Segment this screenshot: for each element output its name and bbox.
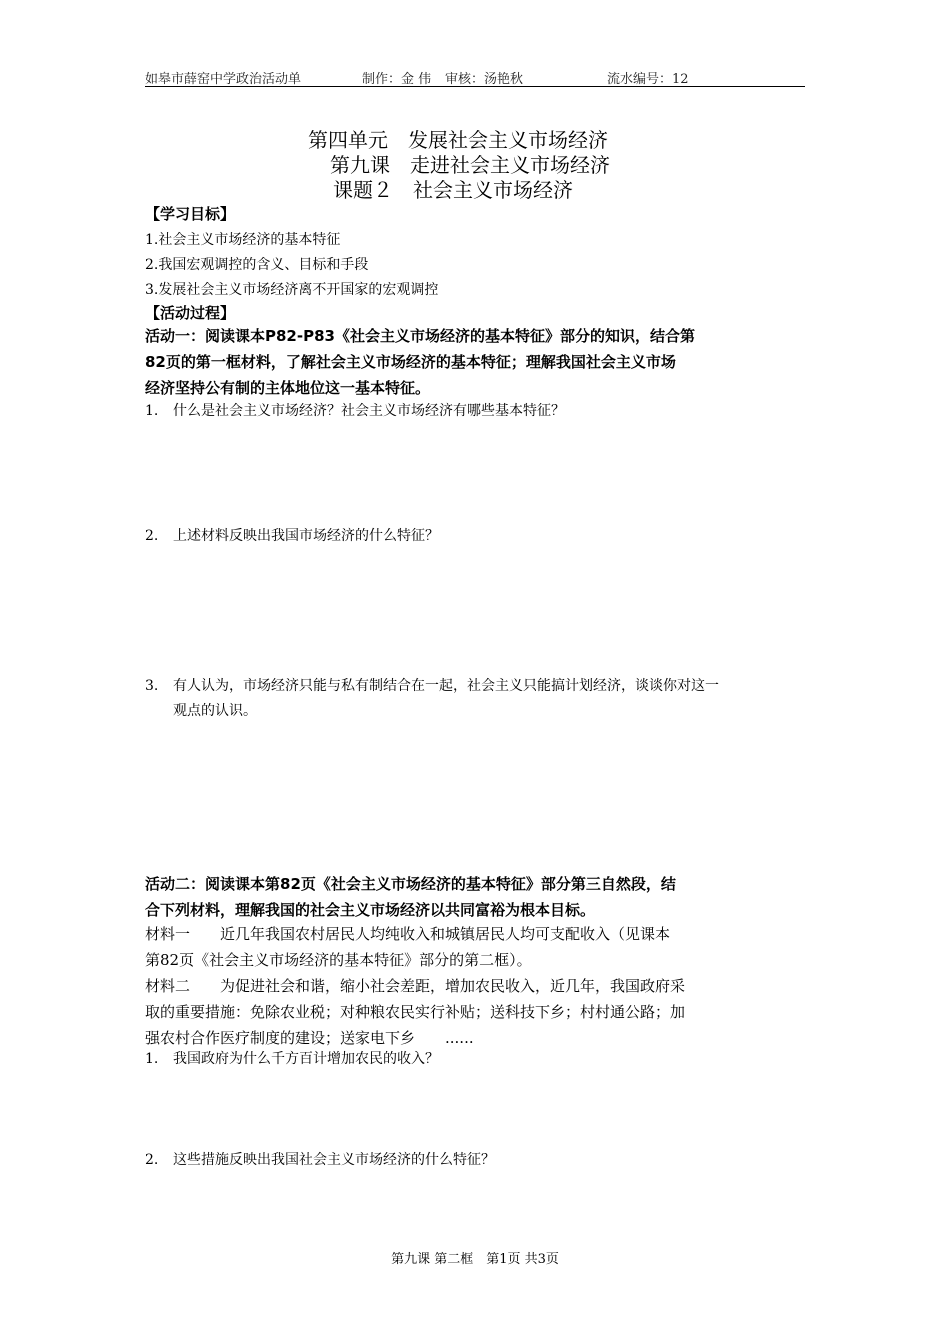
activity1-line: 82页的第一框材料，了解社会主义市场经济的基本特征；理解我国社会主义市场 xyxy=(145,353,676,371)
material-line: 第82页《社会主义市场经济的基本特征》部分的第二框）。 xyxy=(145,951,532,969)
topic-title: 课题２ 社会主义市场经济 xyxy=(333,178,573,202)
question-number: 2. xyxy=(145,1152,159,1168)
material-line: 取的重要措施：免除农业税；对种粮农民实行补贴；送科技下乡；村村通公路；加 xyxy=(145,1003,686,1021)
lesson-title: 第九课 走进社会主义市场经济 xyxy=(330,153,610,177)
question-text: 我国政府为什么千方百计增加农民的收入？ xyxy=(173,1051,439,1067)
goals-heading: 【学习目标】 xyxy=(145,205,236,223)
activity1-instructions xyxy=(145,323,807,401)
material-line: 材料二 为促进社会和谐，缩小社会差距，增加农民收入，近几年，我国政府采 xyxy=(145,977,686,995)
question-number: 3. xyxy=(145,678,159,694)
question-text: 什么是社会主义市场经济？社会主义市场经济有哪些基本特征？ xyxy=(173,403,565,419)
goal-item: 1.社会主义市场经济的基本特征 xyxy=(145,232,341,248)
unit-title: 第四单元 发展社会主义市场经济 xyxy=(308,128,608,152)
question-item xyxy=(145,399,565,424)
activity2-instructions xyxy=(145,871,807,923)
question-item xyxy=(145,674,719,724)
header-serial: 流水编号：12 xyxy=(607,72,689,87)
header-author: 制作：金 伟 xyxy=(362,72,432,87)
goal-item: 3.发展社会主义市场经济离不开国家的宏观调控 xyxy=(145,282,439,298)
activity1-line: 经济坚持公有制的主体地位这一基本特征。 xyxy=(145,379,431,397)
question-item xyxy=(145,1148,495,1173)
goal-item: 2.我国宏观调控的含义、目标和手段 xyxy=(145,257,369,273)
question-number: 1. xyxy=(145,403,159,419)
activity1-line: 活动一：阅读课本P82-P83《社会主义市场经济的基本特征》部分的知识，结合第 xyxy=(145,327,695,345)
header-school: 如皋市薛窑中学政治活动单 xyxy=(145,72,302,87)
question-text: 上述材料反映出我国市场经济的什么特征？ xyxy=(173,528,439,544)
question-item xyxy=(145,524,439,549)
question-text: 这些措施反映出我国社会主义市场经济的什么特征？ xyxy=(173,1152,495,1168)
question-text: 有人认为，市场经济只能与私有制结合在一起，社会主义只能搞计划经济，谈谈你对这一 xyxy=(173,678,719,694)
materials-block xyxy=(145,921,807,1051)
question-text-continued: 观点的认识。 xyxy=(173,703,257,719)
question-number: 1. xyxy=(145,1051,159,1067)
page-footer: 第九课 第二框 第1页 共3页 xyxy=(391,1252,559,1267)
page-header xyxy=(145,66,805,87)
activity2-line: 活动二：阅读课本第82页《社会主义市场经济的基本特征》部分第三自然段，结 xyxy=(145,875,676,893)
material-line: 强农村合作医疗制度的建设；送家电下乡 ...... xyxy=(145,1029,474,1047)
question-number: 2. xyxy=(145,528,159,544)
question-item xyxy=(145,1047,439,1072)
activity2-line: 合下列材料，理解我国的社会主义市场经济以共同富裕为根本目标。 xyxy=(145,901,596,919)
process-heading: 【活动过程】 xyxy=(145,304,236,322)
header-reviewer: 审核：汤艳秋 xyxy=(445,72,524,87)
material-line: 材料一 近几年我国农村居民人均纯收入和城镇居民人均可支配收入（见课本 xyxy=(145,925,671,943)
